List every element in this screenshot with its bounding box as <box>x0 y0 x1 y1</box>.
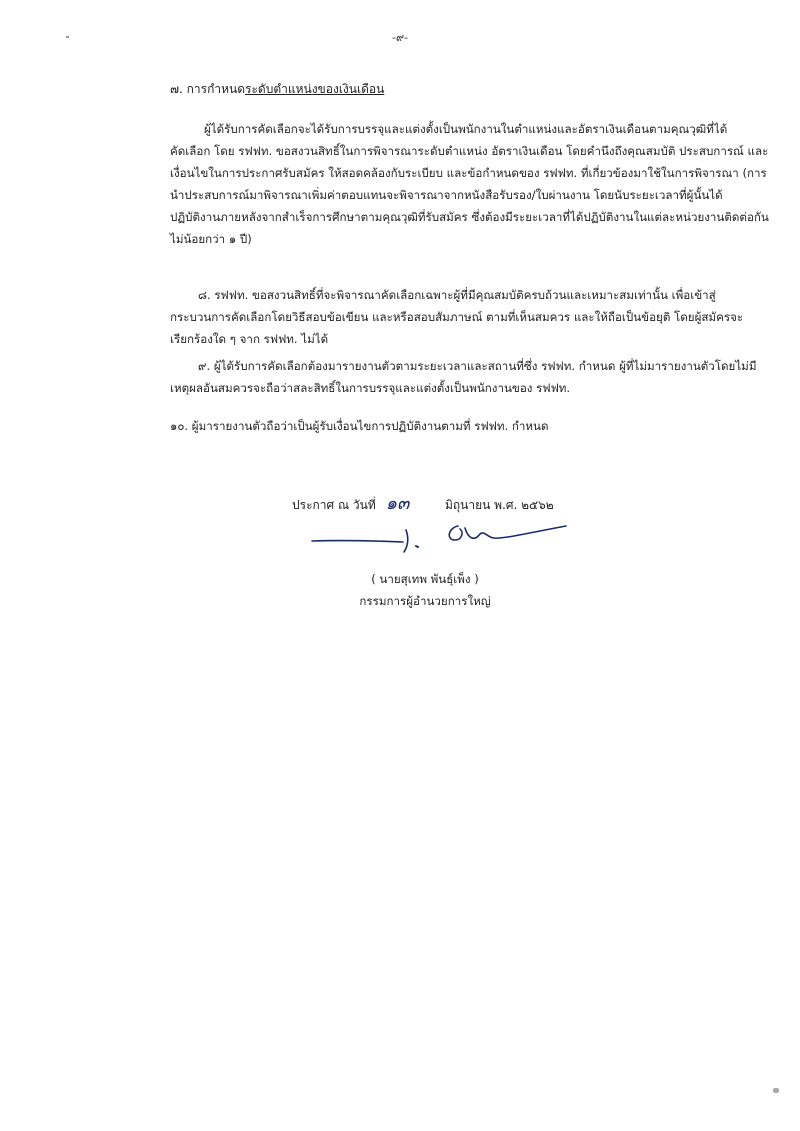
section-7-heading <box>170 80 384 99</box>
heading-underlined: ระดับตำแหน่งของเงินเดือน <box>245 82 385 96</box>
paragraph-line: ผู้ได้รับการคัดเลือกจะได้รับการบรรจุและแต่งตั้งเป็นพนักงานในตำแหน่งและอัตราเงินเดือนตามคุณวุฒิที่ได้ <box>204 122 728 136</box>
paragraph-line: ไม่น้อยกว่า ๑ ปี) <box>170 232 252 246</box>
signatory-title: กรรมการผู้อำนวยการใหญ่ <box>359 594 491 608</box>
scan-speck <box>773 1088 779 1093</box>
section-7-paragraph <box>170 118 769 250</box>
signatory-block <box>330 568 520 612</box>
announcement-prefix: ประกาศ ณ วันที่ <box>292 498 376 512</box>
section-10-paragraph <box>170 415 725 437</box>
signatory-name: ( นายสุเทพ พันธุ์เพ็ง ) <box>371 572 479 586</box>
signature-image <box>308 508 578 558</box>
paragraph-line: เรียกร้องใด ๆ จาก รฟฟท. ไม่ได้ <box>170 332 329 346</box>
paragraph-line: ๘. รฟฟท. ขอสงวนสิทธิ์ที่จะพิจารณาคัดเลือกเฉพาะผู้ที่มีคุณสมบัติครบถ้วนและเหมาะสมเท่านั้น เพื่อเข้าสู่ <box>198 288 716 302</box>
paragraph-line: กระบวนการคัดเลือกโดยวิธีสอบข้อเขียน และหรือสอบสัมภาษณ์ ตามที่เห็นสมควร และให้ถือเป็นข้อยุติ โดยผู้สมัครจะ <box>170 310 744 324</box>
heading-prefix: ๗. การกำหนด <box>170 82 246 96</box>
paragraph-line: ปฏิบัติงานภายหลังจากสำเร็จการศึกษาตามคุณวุฒิที่รับสมัคร ซึ่งต้องมีระยะเวลาที่ได้ปฏิบัติงานในแต่ละหน่วยงานติดต่อกัน <box>170 210 769 224</box>
announcement-day: ๑๓ <box>385 493 410 514</box>
paragraph-line: เหตุผลอันสมควรจะถือว่าสละสิทธิ์ในการบรรจุและแต่งตั้งเป็นพนักงานของ รฟฟท. <box>170 381 571 395</box>
announcement-month-year: มิถุนายน พ.ศ. ๒๕๖๒ <box>444 498 554 512</box>
paragraph-line: คัดเลือก โดย รฟฟท. ขอสงวนสิทธิ์ในการพิจารณาระดับตำแหน่ง อัตราเงินเดือน โดยคำนึงถึงคุณสมบัติ ประสบการณ์ และ <box>170 144 769 158</box>
section-9-paragraph <box>170 355 757 399</box>
paragraph-line: ๙. ผู้ได้รับการคัดเลือกต้องมารายงานตัวตามระยะเวลาและสถานที่ซึ่ง รฟฟท. กำหนด ผู้ที่ไม่มารายงานตัวโดยไม่มี <box>198 359 757 373</box>
paragraph-line: เงื่อนไขในการประกาศรับสมัคร ให้สอดคล้องกับระเบียบ และข้อกำหนดของ รฟฟท. ที่เกี่ยวข้องมาใช้ในการพิจารณา (การ <box>170 166 767 180</box>
paragraph-line: ๑๐. ผู้มารายงานตัวถือว่าเป็นผู้รับเงื่อนไขการปฏิบัติงานตามที่ รฟฟท. กำหนด <box>170 419 549 433</box>
section-8-paragraph <box>170 284 744 350</box>
paragraph-line: นำประสบการณ์มาพิจารณาเพิ่มค่าตอบแทนจะพิจารณาจากหนังสือรับรอง/ใบผ่านงาน โดยนับระยะเวลาที่ผู้นั้นได้ <box>170 188 723 202</box>
page-number: -๙- <box>392 31 408 44</box>
